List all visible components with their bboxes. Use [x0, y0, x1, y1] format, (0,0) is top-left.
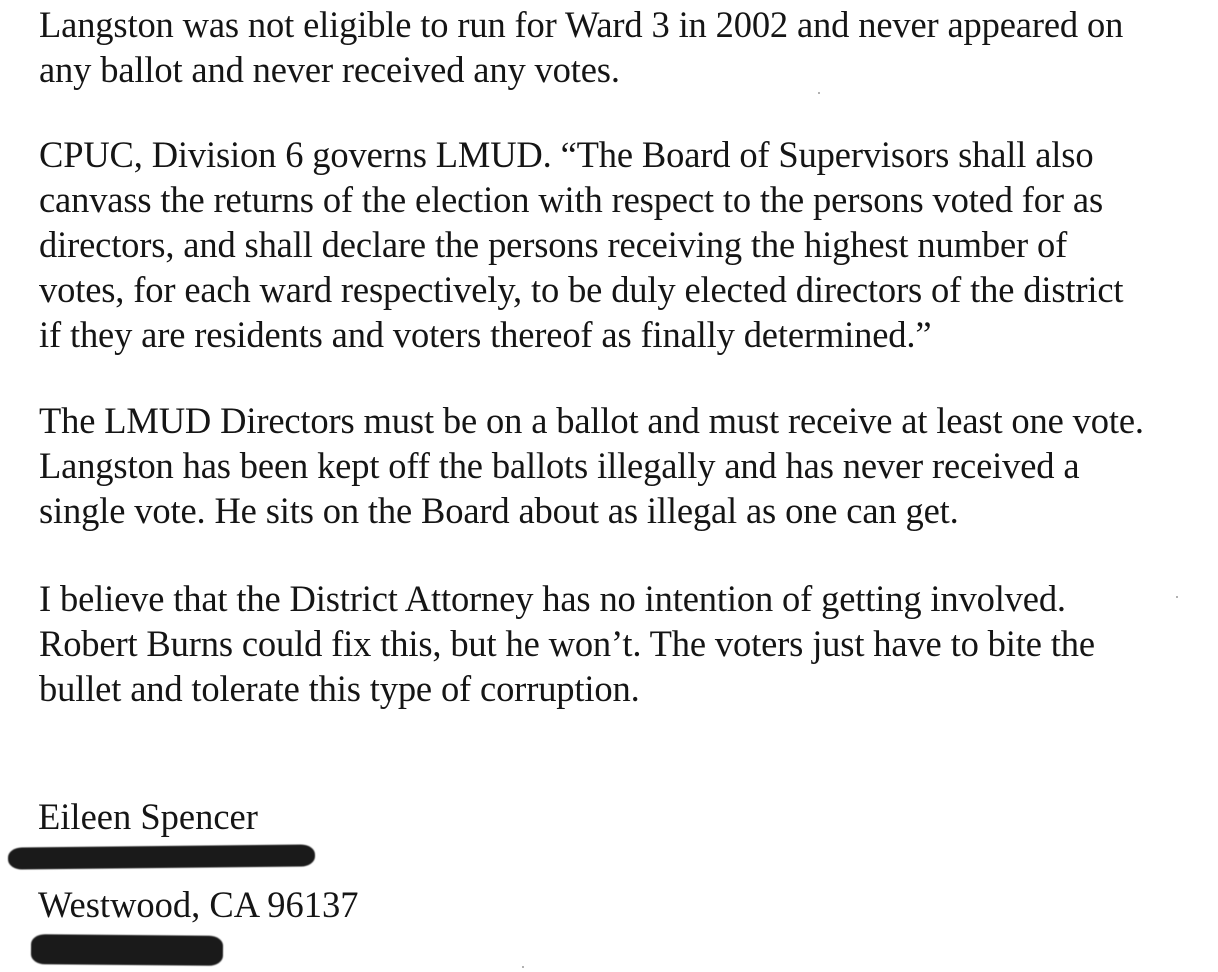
- text-line: votes, for each ward respectively, to be duly elected directors of the district: [39, 269, 1124, 310]
- redacted-phone-number: [31, 934, 223, 966]
- paragraph-ballot-requirement: [39, 398, 1144, 533]
- text-line: directors, and shall declare the persons receiving the highest number of: [39, 224, 1068, 265]
- paragraph-cpuc-quote: [39, 132, 1123, 357]
- text-line: Robert Burns could fix this, but he won’t. The voters just have to bite the: [39, 623, 1095, 664]
- text-line: Langston was not eligible to run for Ward 3 in 2002 and never appeared on: [39, 4, 1124, 45]
- text-line: canvass the returns of the election with respect to the persons voted for as: [39, 179, 1103, 220]
- text-line: if they are residents and voters thereof as finally determined.”: [39, 314, 932, 355]
- paragraph-district-attorney: [39, 576, 1095, 711]
- text-line: The LMUD Directors must be on a ballot and must receive at least one vote.: [39, 400, 1144, 441]
- text-line: CPUC, Division 6 governs LMUD. “The Board of Supervisors shall also: [39, 134, 1094, 175]
- text-line: bullet and tolerate this type of corruption.: [39, 668, 640, 709]
- signature-city-line: Westwood, CA 96137: [38, 884, 359, 925]
- scan-speck: [522, 966, 524, 968]
- text-line: any ballot and never received any votes.: [39, 49, 620, 90]
- text-line: single vote. He sits on the Board about as illegal as one can get.: [39, 490, 959, 531]
- redacted-street-address: [8, 844, 315, 869]
- scan-speck: [1176, 596, 1178, 598]
- paragraph-eligibility: [39, 2, 1123, 92]
- scan-speck: [818, 92, 820, 94]
- signature-name: Eileen Spencer: [38, 796, 258, 837]
- text-line: I believe that the District Attorney has no intention of getting involved.: [39, 578, 1066, 619]
- text-line: Langston has been kept off the ballots illegally and has never received a: [39, 445, 1080, 486]
